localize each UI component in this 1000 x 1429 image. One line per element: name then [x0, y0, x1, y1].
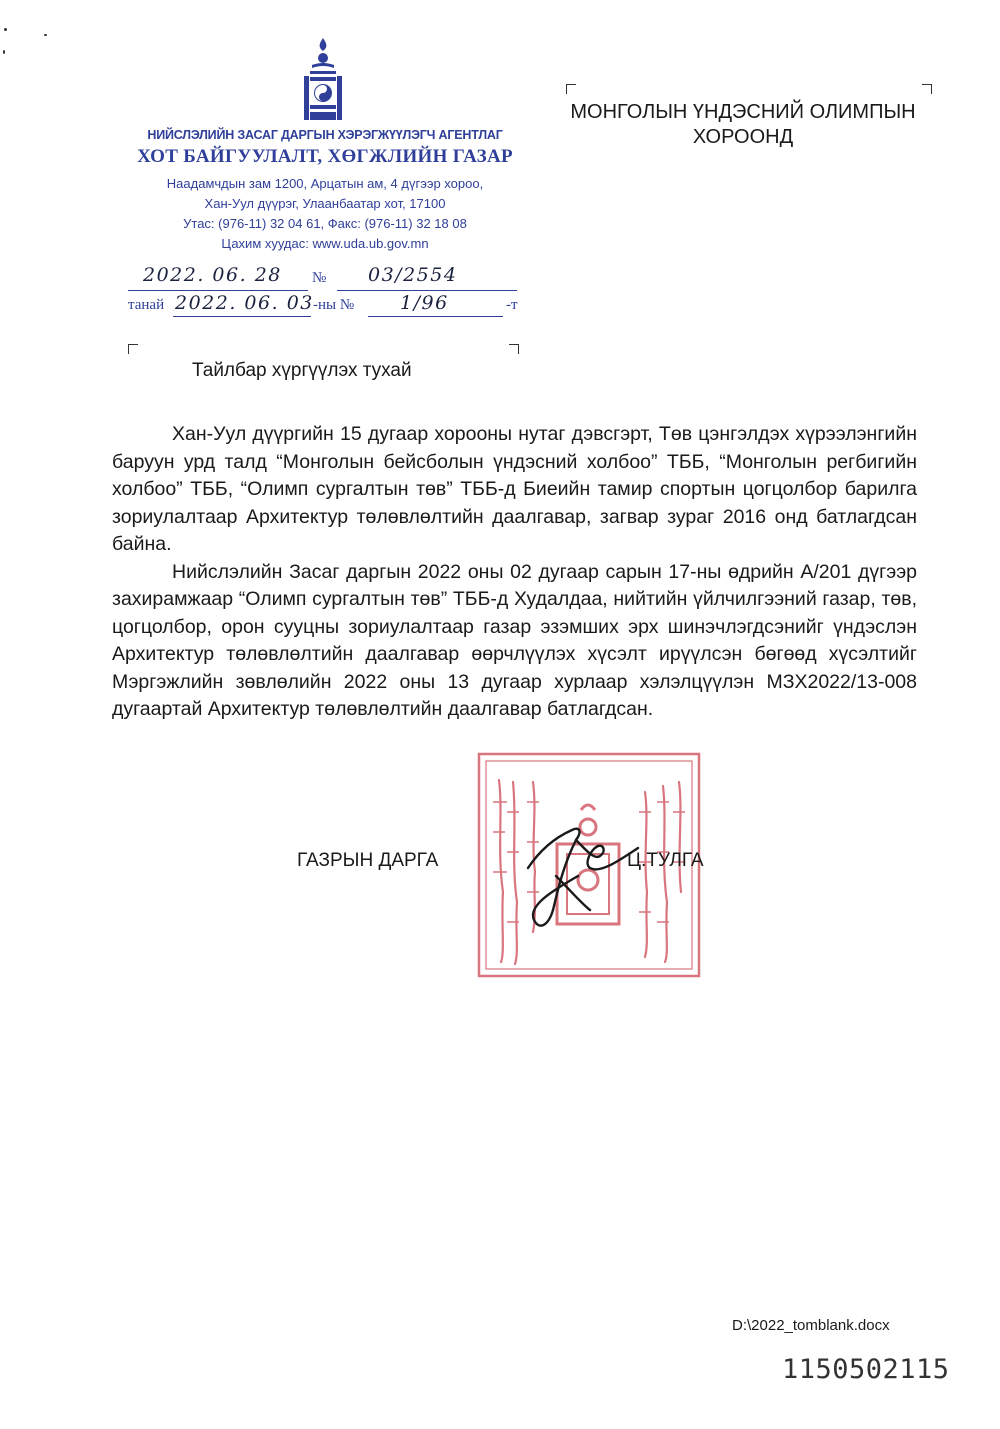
org-website-line: Цахим хуудас: www.uda.ub.gov.mn [221, 236, 429, 251]
subject-corner-mark [128, 344, 138, 354]
file-path: D:\2022_tomblank.docx [732, 1317, 890, 1334]
recipient-block [548, 100, 938, 150]
body-paragraph: Нийслэлийн Засаг даргын 2022 оны 02 дугаар сарын 17-ны өдрийн А/201 дүгээр захирамжаар “Олимп сургалтын төв” ТББ-д Худалдаа, нийтийн үйлчилгээний газар, төв, цогцолбор, орон сууцны зориулалтаар газар эзэмших эрх шинэчлэгдсэнийг үндэслэн Архитектур төлөвлөлтийн даалгавар өөрчлүүлэх хүсэлт ирүүлсэн бөгөөд хүсэлтийг Мэргэжлийн зөвлөлийн 2022 оны 13 дугаар хурлаар хэлэлцүүлэн МЗХ2022/13-008 дугаартай Архитектур төлөвлөлтийн даалгавар батлагдсан. [112, 560, 917, 720]
signatory-title: ГАЗРЫН ДАРГА [297, 850, 439, 871]
reply-mid-label: -ны № [313, 297, 355, 313]
handwritten-signature-icon [520, 820, 650, 935]
subject-corner-mark [509, 344, 519, 354]
org-address-line: Хан-Уул дүүрэг, Улаанбаатар хот, 17100 [204, 196, 446, 211]
recipient-corner-mark [922, 84, 932, 94]
number-underline [337, 290, 517, 291]
outgoing-date: 2022. 06. 28 [143, 264, 282, 286]
recipient-line: МОНГОЛЫН ҮНДЭСНИЙ ОЛИМПЫН [570, 101, 916, 123]
scan-speck [3, 50, 5, 54]
org-phone-line: Утас: (976-11) 32 04 61, Факс: (976-11) 32 18 08 [183, 216, 467, 231]
reply-date-underline [173, 316, 311, 317]
letter-subject: Тайлбар хүргүүлэх тухай [192, 360, 412, 381]
document-number: 1150502115 [782, 1354, 950, 1385]
reply-prefix: танай [128, 297, 165, 313]
recipient-line: ХОРООНД [692, 126, 794, 148]
recipient-corner-mark [566, 84, 576, 94]
org-name: ХОТ БАЙГУУЛАЛТ, ХӨГЖЛИЙН ГАЗАР [137, 146, 513, 167]
date-underline [128, 290, 308, 291]
reply-suffix: -т [506, 297, 518, 313]
reply-date: 2022. 06. 03 [175, 292, 314, 314]
signatory-name: Ц.ТУЛГА [627, 850, 704, 871]
soyombo-emblem-icon [300, 38, 346, 122]
body-paragraph: Хан-Уул дүүргийн 15 дугаар хорооны нутаг дэвсгэрт, Төв цэнгэлдэх хүрээлэнгийн баруун урд талд “Монголын бейсболын үндэсний холбоо” ТББ, “Монголын регбигийн холбоо” ТББ, “Олимп сургалтын төв” ТББ-д Биеийн тамир спортын цогцолбор барилга зориулалтаар Архитектур төлөвлөлтийн даалгавар, загвар зураг 2016 онд батлагдсан байна. [112, 423, 917, 555]
outgoing-number: 03/2554 [368, 264, 458, 286]
scan-speck [44, 34, 47, 36]
reply-number: 1/96 [400, 292, 449, 314]
number-label: № [312, 270, 327, 286]
org-address-line: Наадамчдын зам 1200, Арцатын ам, 4 дүгээр хороо, [166, 176, 484, 191]
reply-number-underline [368, 316, 503, 317]
letter-body [112, 421, 917, 724]
org-parent-name: НИЙСЛЭЛИЙН ЗАСАГ ДАРГЫН ХЭРЭГЖҮҮЛЭГЧ АГЕНТЛАГ [147, 128, 503, 142]
scan-speck [4, 28, 7, 31]
